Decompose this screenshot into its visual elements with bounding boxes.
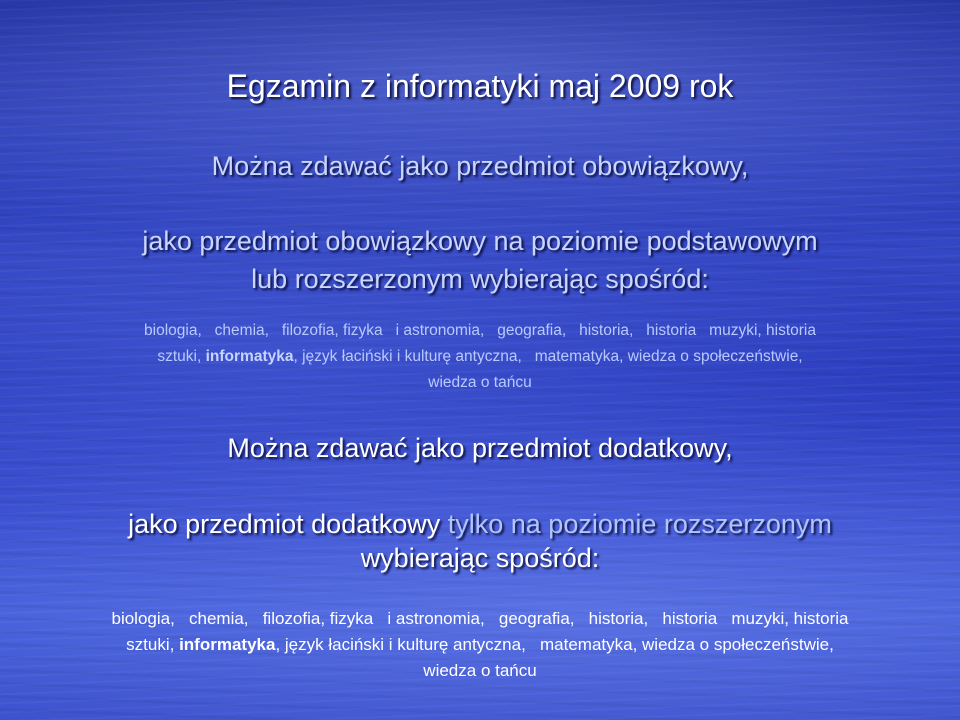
additional-line-1 [0, 509, 960, 540]
additional-line-1-pre: jako przedmiot dodatkowy [128, 509, 448, 539]
additional-subjects-line-1: biologia, chemia, filozofia, fizyka i astronomia, geografia, historia, historia muzyki, historia [111, 609, 849, 628]
additional-subjects-line-2-pre: sztuki, [126, 635, 180, 654]
additional-subject-informatics: informatyka [179, 635, 276, 654]
additional-subjects-line-2 [0, 635, 960, 655]
slide-title: Egzamin z informatyki maj 2009 rok [226, 68, 734, 104]
mandatory-subjects-line-1: biologia, chemia, filozofia, fizyka i astronomia, geografia, historia, historia muzyki, historia [144, 322, 816, 339]
mandatory-subjects-line-2-post: , język łaciński i kulturę antyczna, matematyka, wiedza o społeczeństwie, [293, 348, 803, 365]
mandatory-subjects-line-2 [0, 348, 960, 366]
mandatory-subject-informatics: informatyka [205, 348, 294, 365]
mandatory-heading: Można zdawać jako przedmiot obowiązkowy, [211, 151, 749, 181]
mandatory-subjects-line-2-pre: sztuki, [157, 348, 206, 365]
mandatory-line-2: lub rozszerzonym wybierając spośród: [251, 264, 709, 294]
additional-subjects-line-3: wiedza o tańcu [423, 661, 537, 680]
additional-subjects-line-2-post: , język łaciński i kulturę antyczna, matematyka, wiedza o społeczeństwie, [275, 635, 834, 654]
mandatory-subjects-line-3: wiedza o tańcu [428, 374, 532, 391]
mandatory-line-1: jako przedmiot obowiązkowy na poziomie podstawowym [142, 226, 818, 256]
additional-line-2: wybierając spośród: [360, 543, 600, 573]
additional-line-1-highlight: tylko na poziomie rozszerzonym [447, 509, 832, 539]
additional-heading: Można zdawać jako przedmiot dodatkowy, [227, 433, 733, 463]
